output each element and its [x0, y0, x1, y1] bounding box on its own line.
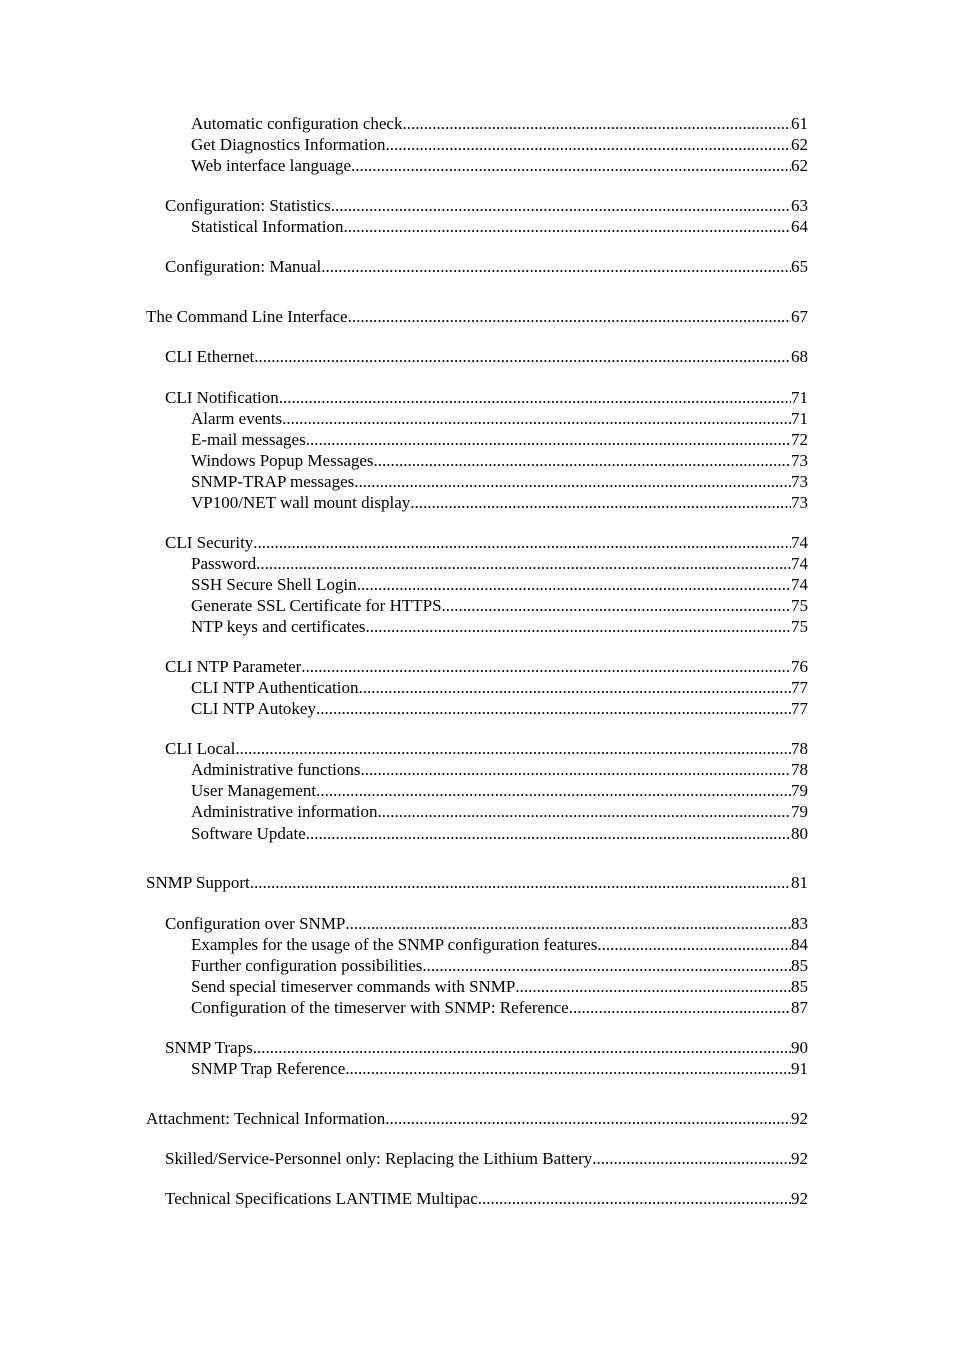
toc-entry-title: Windows Popup Messages	[191, 451, 374, 470]
dot-leader	[321, 257, 791, 277]
toc-entry-page-number: 73	[791, 472, 808, 491]
dot-leader	[597, 935, 791, 955]
toc-entry[interactable]	[191, 575, 808, 595]
toc-entry-page-number: 62	[791, 135, 808, 154]
toc-entry[interactable]	[165, 257, 808, 277]
toc-entry-page-number: 73	[791, 451, 808, 470]
toc-entry-title: SSH Secure Shell Login	[191, 575, 357, 594]
toc-entry-title: Configuration: Manual	[165, 257, 322, 276]
toc-entry[interactable]	[191, 554, 808, 574]
dot-leader	[348, 307, 791, 327]
toc-entry[interactable]	[191, 472, 808, 492]
toc-entry-title: Password	[191, 554, 257, 573]
toc-entry-title: CLI Security	[165, 533, 254, 552]
toc-entry-page-number: 75	[791, 617, 808, 636]
toc-entry-title: Configuration over SNMP	[165, 914, 346, 933]
toc-entry-page-number: 85	[791, 956, 808, 975]
dot-leader	[478, 1189, 791, 1209]
dot-leader	[569, 998, 791, 1018]
dot-leader	[316, 699, 791, 719]
toc-entry-page-number: 78	[791, 760, 808, 779]
dot-leader	[592, 1149, 791, 1169]
dot-leader	[386, 135, 791, 155]
toc-entry[interactable]	[191, 217, 808, 237]
dot-leader	[378, 802, 792, 822]
dot-leader	[306, 430, 791, 450]
toc-entry-page-number: 61	[791, 114, 808, 133]
toc-entry[interactable]	[165, 1038, 808, 1058]
toc-entry-title: SNMP Traps	[165, 1038, 253, 1057]
dot-leader	[442, 596, 791, 616]
dot-leader	[282, 409, 791, 429]
dot-leader	[301, 657, 791, 677]
toc-entry-page-number: 64	[791, 217, 808, 236]
dot-leader	[253, 533, 791, 553]
toc-entry-page-number: 79	[791, 781, 808, 800]
toc-entry[interactable]	[146, 1109, 808, 1129]
toc-entry-page-number: 92	[791, 1109, 808, 1128]
dot-leader	[345, 1059, 791, 1079]
toc-entry-title: Automatic configuration check	[191, 114, 403, 133]
toc-entry-page-number: 83	[791, 914, 808, 933]
toc-entry-title: CLI NTP Authentication	[191, 678, 359, 697]
toc-entry-title: CLI Notification	[165, 388, 279, 407]
toc-entry-page-number: 74	[791, 554, 808, 573]
toc-entry[interactable]	[191, 409, 808, 429]
dot-leader	[358, 678, 791, 698]
dot-leader	[410, 493, 791, 513]
toc-entry[interactable]	[165, 1189, 808, 1209]
toc-entry-page-number: 85	[791, 977, 808, 996]
toc-entry-page-number: 73	[791, 493, 808, 512]
toc-entry-title: VP100/NET wall mount display	[191, 493, 411, 512]
toc-entry[interactable]	[146, 307, 808, 327]
toc-entry-title: SNMP Support	[146, 873, 250, 892]
toc-entry[interactable]	[191, 1059, 808, 1079]
toc-entry[interactable]	[191, 699, 808, 719]
toc-entry-title: Alarm events	[191, 409, 283, 428]
toc-entry-title: User Management	[191, 781, 317, 800]
dot-leader	[256, 554, 791, 574]
dot-leader	[351, 156, 791, 176]
toc-entry-page-number: 67	[791, 307, 808, 326]
dot-leader	[385, 1109, 791, 1129]
toc-entry-page-number: 91	[791, 1059, 808, 1078]
toc-entry-page-number: 68	[791, 347, 808, 366]
toc-entry[interactable]	[191, 760, 808, 780]
toc-entry-title: Examples for the usage of the SNMP configuration features	[191, 935, 598, 954]
toc-entry-page-number: 92	[791, 1189, 808, 1208]
toc-entry[interactable]	[191, 156, 808, 176]
toc-entry-title: The Command Line Interface	[146, 307, 348, 326]
toc-entry[interactable]	[191, 596, 808, 616]
toc-entry[interactable]	[191, 430, 808, 450]
toc-entry[interactable]	[191, 802, 808, 822]
toc-entry-page-number: 74	[791, 575, 808, 594]
toc-entry-page-number: 71	[791, 409, 808, 428]
toc-entry-title: Generate SSL Certificate for HTTPS	[191, 596, 442, 615]
toc-entry[interactable]	[165, 347, 808, 367]
toc-entry[interactable]	[191, 135, 808, 155]
toc-entry-title: CLI NTP Parameter	[165, 657, 302, 676]
toc-entry-page-number: 81	[791, 873, 808, 892]
dot-leader	[279, 388, 791, 408]
toc-entry-page-number: 92	[791, 1149, 808, 1168]
toc-entry-page-number: 79	[791, 802, 808, 821]
toc-entry[interactable]	[165, 1149, 808, 1169]
toc-entry[interactable]	[165, 196, 808, 216]
dot-leader	[253, 1038, 791, 1058]
toc-entry-page-number: 76	[791, 657, 808, 676]
dot-leader	[331, 196, 791, 216]
toc-entry-title: CLI NTP Autokey	[191, 699, 316, 718]
dot-leader	[306, 824, 791, 844]
toc-entry-title: NTP keys and certificates	[191, 617, 366, 636]
toc-entry-page-number: 77	[791, 678, 808, 697]
toc-entry-title: Attachment: Technical Information	[146, 1109, 386, 1128]
toc-entry[interactable]	[146, 873, 808, 893]
toc-entry[interactable]	[191, 493, 808, 513]
dot-leader	[402, 114, 791, 134]
toc-entry-page-number: 80	[791, 824, 808, 843]
dot-leader	[515, 977, 791, 997]
toc-entry-page-number: 90	[791, 1038, 808, 1057]
toc-entry[interactable]	[191, 956, 808, 976]
toc-entry-title: CLI Local	[165, 739, 236, 758]
toc-entry[interactable]	[165, 388, 808, 408]
dot-leader	[344, 217, 792, 237]
dot-leader	[374, 451, 791, 471]
toc-entry-page-number: 78	[791, 739, 808, 758]
toc-entry[interactable]	[191, 824, 808, 844]
toc-entry-page-number: 62	[791, 156, 808, 175]
toc-entry-title: Configuration of the timeserver with SNMP: Reference	[191, 998, 569, 1017]
toc-entry-title: Get Diagnostics Information	[191, 135, 386, 154]
toc-entry[interactable]	[191, 781, 808, 801]
toc-entry-title: Web interface language	[191, 156, 352, 175]
toc-entry-page-number: 87	[791, 998, 808, 1017]
toc-entry[interactable]	[191, 114, 808, 134]
toc-entry-title: Further configuration possibilities	[191, 956, 423, 975]
dot-leader	[422, 956, 791, 976]
dot-leader	[361, 760, 791, 780]
toc-entry-title: Software Update	[191, 824, 306, 843]
toc-entry-title: Administrative functions	[191, 760, 361, 779]
toc-entry-page-number: 65	[791, 257, 808, 276]
toc-entry-page-number: 84	[791, 935, 808, 954]
toc-entry[interactable]	[191, 977, 808, 997]
dot-leader	[316, 781, 791, 801]
toc-entry[interactable]	[191, 451, 808, 471]
dot-leader	[235, 739, 791, 759]
dot-leader	[357, 575, 791, 595]
toc-entry[interactable]	[191, 935, 808, 955]
toc-entry[interactable]	[165, 657, 808, 677]
dot-leader	[345, 914, 791, 934]
toc-entry-title: SNMP Trap Reference	[191, 1059, 346, 1078]
toc-entry-title: Statistical Information	[191, 217, 344, 236]
toc-entry[interactable]	[191, 998, 808, 1018]
toc-entry-title: Send special timeserver commands with SNMP	[191, 977, 516, 996]
toc-entry-title: Skilled/Service-Personnel only: Replacing the Lithium Battery	[165, 1149, 593, 1168]
toc-entry-title: Configuration: Statistics	[165, 196, 331, 215]
dot-leader	[354, 472, 791, 492]
toc-entry-title: CLI Ethernet	[165, 347, 255, 366]
toc-entry-page-number: 77	[791, 699, 808, 718]
toc-entry-title: Administrative information	[191, 802, 378, 821]
toc-entry-title: Technical Specifications LANTIME Multipac	[165, 1189, 478, 1208]
toc-entry[interactable]	[165, 533, 808, 553]
toc-entry[interactable]	[165, 914, 808, 934]
toc-entry[interactable]	[165, 739, 808, 759]
toc-entry[interactable]	[191, 678, 808, 698]
toc-entry-page-number: 72	[791, 430, 808, 449]
toc-entry-page-number: 75	[791, 596, 808, 615]
toc-entry-title: SNMP-TRAP messages	[191, 472, 355, 491]
toc-entry-page-number: 74	[791, 533, 808, 552]
toc-entry-title: E-mail messages	[191, 430, 306, 449]
dot-leader	[366, 617, 792, 637]
toc-entry-page-number: 63	[791, 196, 808, 215]
dot-leader	[254, 347, 791, 367]
toc-entry[interactable]	[191, 617, 808, 637]
toc-entry-page-number: 71	[791, 388, 808, 407]
dot-leader	[250, 873, 791, 893]
